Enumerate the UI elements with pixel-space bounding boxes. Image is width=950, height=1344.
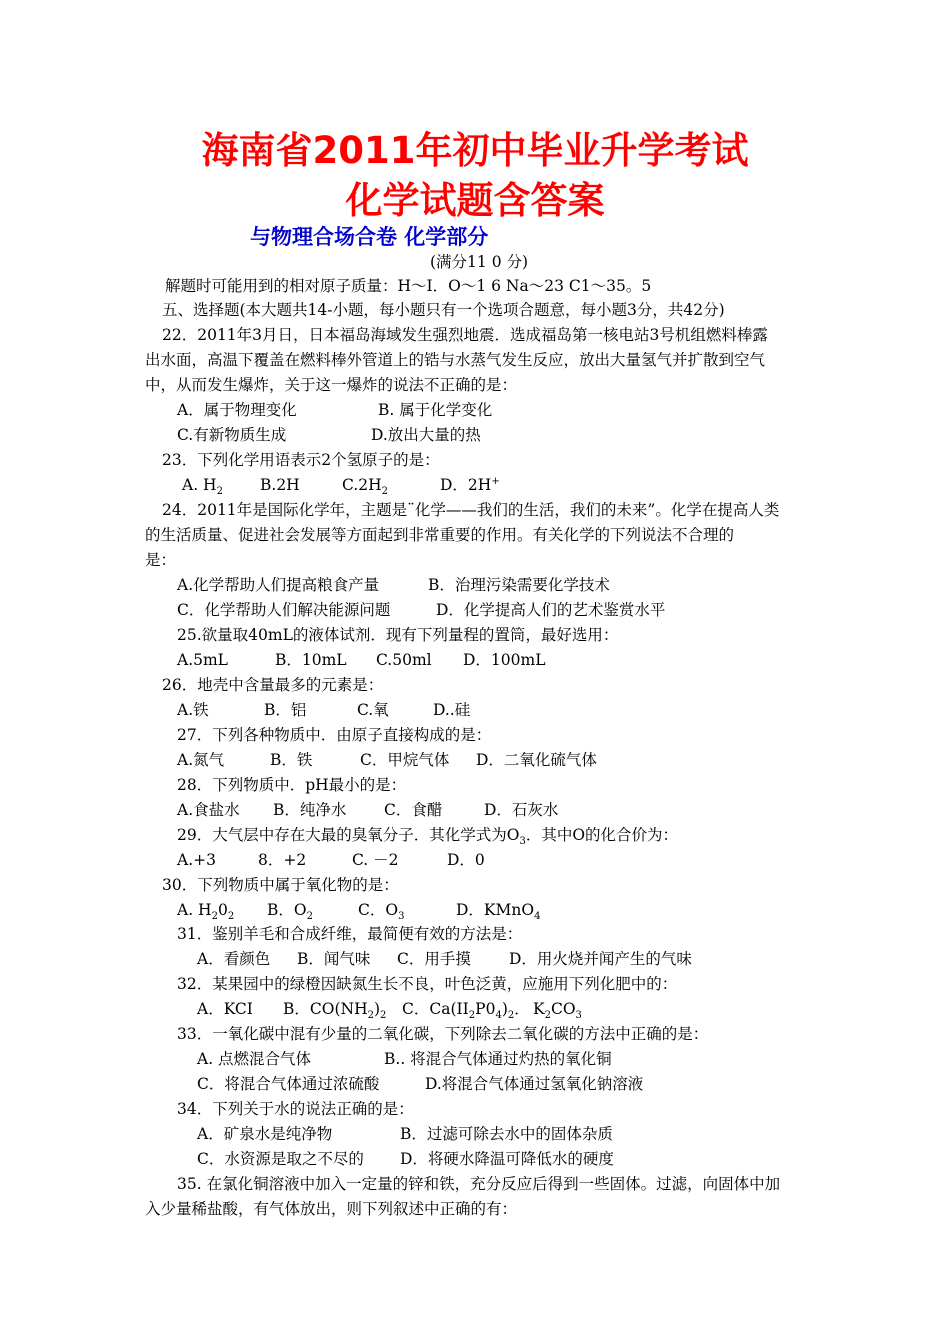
q27-stem: 27．下列各种物质中．由原子直接构成的是： <box>177 726 492 744</box>
q25-option-a: A.5mL <box>177 651 228 669</box>
q25-option-c: C.50ml <box>376 651 432 669</box>
atomic-mass-note: 解题时可能用到的相对原子质量：H～I．O～1 6 Na～23 C1～35。5 <box>165 277 652 295</box>
q29-stem: 29．大气层中存在大最的臭氧分子．其化学式为$O_3$．其中O的化合价为： <box>177 826 679 848</box>
q23-option-b: B.2H <box>260 476 300 494</box>
q31-option-a: A．看颜色 <box>197 950 271 968</box>
q28-option-d: D．石灰水 <box>484 801 559 819</box>
full-score: (满分11 0 分) <box>430 253 529 271</box>
q25-option-b: B．10mL <box>275 651 347 669</box>
q22-option-c: C.有新物质生成 <box>177 426 287 444</box>
q23-option-d: D．2H+ <box>440 475 500 494</box>
q31-option-d: D．用火烧并闻产生的气味 <box>509 950 692 968</box>
q34-option-c: C．水资源是取之不尽的 <box>197 1150 364 1168</box>
q29-option-c: C. －2 <box>352 851 399 869</box>
q22-line1: 22．2011年3月日，日本福岛海域发生强烈地震．选成福岛第一核电站3号机组燃料棒露 <box>162 326 768 344</box>
q26-option-d: D..硅 <box>433 701 471 719</box>
q35-line2: 入少量稀盐酸，有气体放出，则下列叙述中正确的有： <box>145 1200 518 1218</box>
q22-option-b: B. 属于化学变化 <box>378 401 493 419</box>
q31-stem: 31．鉴别羊毛和合成纤维，最简便有效的方法是： <box>177 925 523 943</box>
q33-stem: 33．一氧化碳中混有少量的二氧化碳，下列除去二氧化碳的方法中正确的是： <box>177 1025 709 1043</box>
q32-option-c: C．$Ca(II_2P0_4)_2$． <box>402 1000 530 1022</box>
q30-option-b: B．$O_2$ <box>267 901 313 923</box>
q22-line3: 中，从而发生爆炸，关于这一爆炸的说法不正确的是： <box>145 376 518 394</box>
q34-option-a: A．矿泉水是纯净物 <box>197 1125 333 1143</box>
q32-option-b: B．$CO(NH_2)_2$ <box>283 1000 387 1022</box>
q33-option-c: C．将混合气体通过浓硫酸 <box>197 1075 380 1093</box>
q28-option-b: B．纯净水 <box>273 801 347 819</box>
q24-line1: 24．2011年是国际化学年，主题是¨化学——我们的生活，我们的未来”。化学在提高人类 <box>162 501 780 519</box>
q34-option-d: D．将硬水降温可降低水的硬度 <box>400 1150 614 1168</box>
q23-stem: 23．下列化学用语表示2个氢原子的是： <box>162 451 440 469</box>
q30-option-a: A. $H_20_2$ <box>177 901 235 923</box>
q28-option-a: A.食盐水 <box>177 801 240 819</box>
q34-stem: 34．下列关于水的说法正确的是： <box>177 1100 414 1118</box>
q29-option-b: 8．+2 <box>258 851 307 869</box>
q25-option-d: D．100mL <box>463 651 546 669</box>
q24-option-d: D．化学提高人们的艺术鉴赏水平 <box>436 601 666 619</box>
q24-option-b: B．治理污染需要化学技术 <box>428 576 610 594</box>
q27-option-c: C．甲烷气体 <box>360 751 450 769</box>
page-title: 海南省2011年初中毕业升学考试 <box>201 129 749 172</box>
q32-option-d: $K_2CO_3$ <box>533 1000 582 1022</box>
q29-option-d: D．0 <box>447 851 485 869</box>
section-heading: 五、选择题(本大题共14-小题，每小题只有一个选项合题意，每小题3分，共42分) <box>162 301 725 319</box>
q33-option-a: A. 点燃混合气体 <box>197 1050 312 1068</box>
q33-option-d: D.将混合气体通过氢氧化钠溶液 <box>425 1075 644 1093</box>
q22-option-a: A．属于物理变化 <box>177 401 297 419</box>
page-title-line2: 化学试题含答案 <box>345 179 605 222</box>
q23-option-a: A. $H_2$ <box>182 476 223 498</box>
q27-option-a: A.氮气 <box>177 751 225 769</box>
q24-option-a: A.化学帮助人们提高粮食产量 <box>177 576 380 594</box>
q24-line2: 的生活质量、促进社会发展等方面起到非常重要的作用。有关化学的下列说法不合理的 <box>145 526 735 544</box>
q31-option-c: C．用手摸 <box>397 950 471 968</box>
q29-option-a: A.+3 <box>177 851 216 869</box>
q23-option-c: $C.2H_2$ <box>342 476 388 498</box>
q22-line2: 出水面，高温下覆盖在燃料棒外管道上的锆与水蒸气发生反应，放出大量氢气并扩散到空气 <box>145 351 766 369</box>
q31-option-b: B．闻气味 <box>297 950 371 968</box>
q30-option-c: C．$O_3$ <box>358 901 405 923</box>
q25-stem: 25.欲量取40mL的液体试剂．现有下列量程的置筒，最好选用： <box>177 626 619 644</box>
q27-option-d: D．二氧化硫气体 <box>476 751 597 769</box>
q22-option-d: D.放出大量的热 <box>371 426 481 444</box>
q33-option-b: B.. 将混合气体通过灼热的氧化铜 <box>384 1050 612 1068</box>
q24-line3: 是： <box>145 551 177 569</box>
q28-stem: 28．下列物质中．pH最小的是： <box>177 776 407 794</box>
q24-option-c: C．化学帮助人们解决能源问题 <box>177 601 391 619</box>
q26-option-c: C.氧 <box>357 701 389 719</box>
q26-option-a: A.铁 <box>177 701 209 719</box>
q28-option-c: C．食醋 <box>384 801 443 819</box>
q26-stem: 26．地壳中含量最多的元素是： <box>162 676 384 694</box>
page-subtitle: 与物理合场合卷 化学部分 <box>250 225 489 249</box>
q30-option-d: D．KMnO$_4$ <box>456 901 541 923</box>
q30-stem: 30．下列物质中属于氧化物的是： <box>162 876 399 894</box>
q32-stem: 32．某果园中的绿橙因缺氮生长不良，叶色泛黄，应施用下列化肥中的： <box>177 975 678 993</box>
q35-line1: 35. 在氯化铜溶液中加入一定量的锌和铁，充分反应后得到一些固体。过滤，向固体中加 <box>177 1175 781 1193</box>
q34-option-b: B．过滤可除去水中的固体杂质 <box>400 1125 613 1143</box>
q27-option-b: B．铁 <box>270 751 313 769</box>
q26-option-b: B．铝 <box>264 701 307 719</box>
q32-option-a: A．KCI <box>197 1000 253 1018</box>
